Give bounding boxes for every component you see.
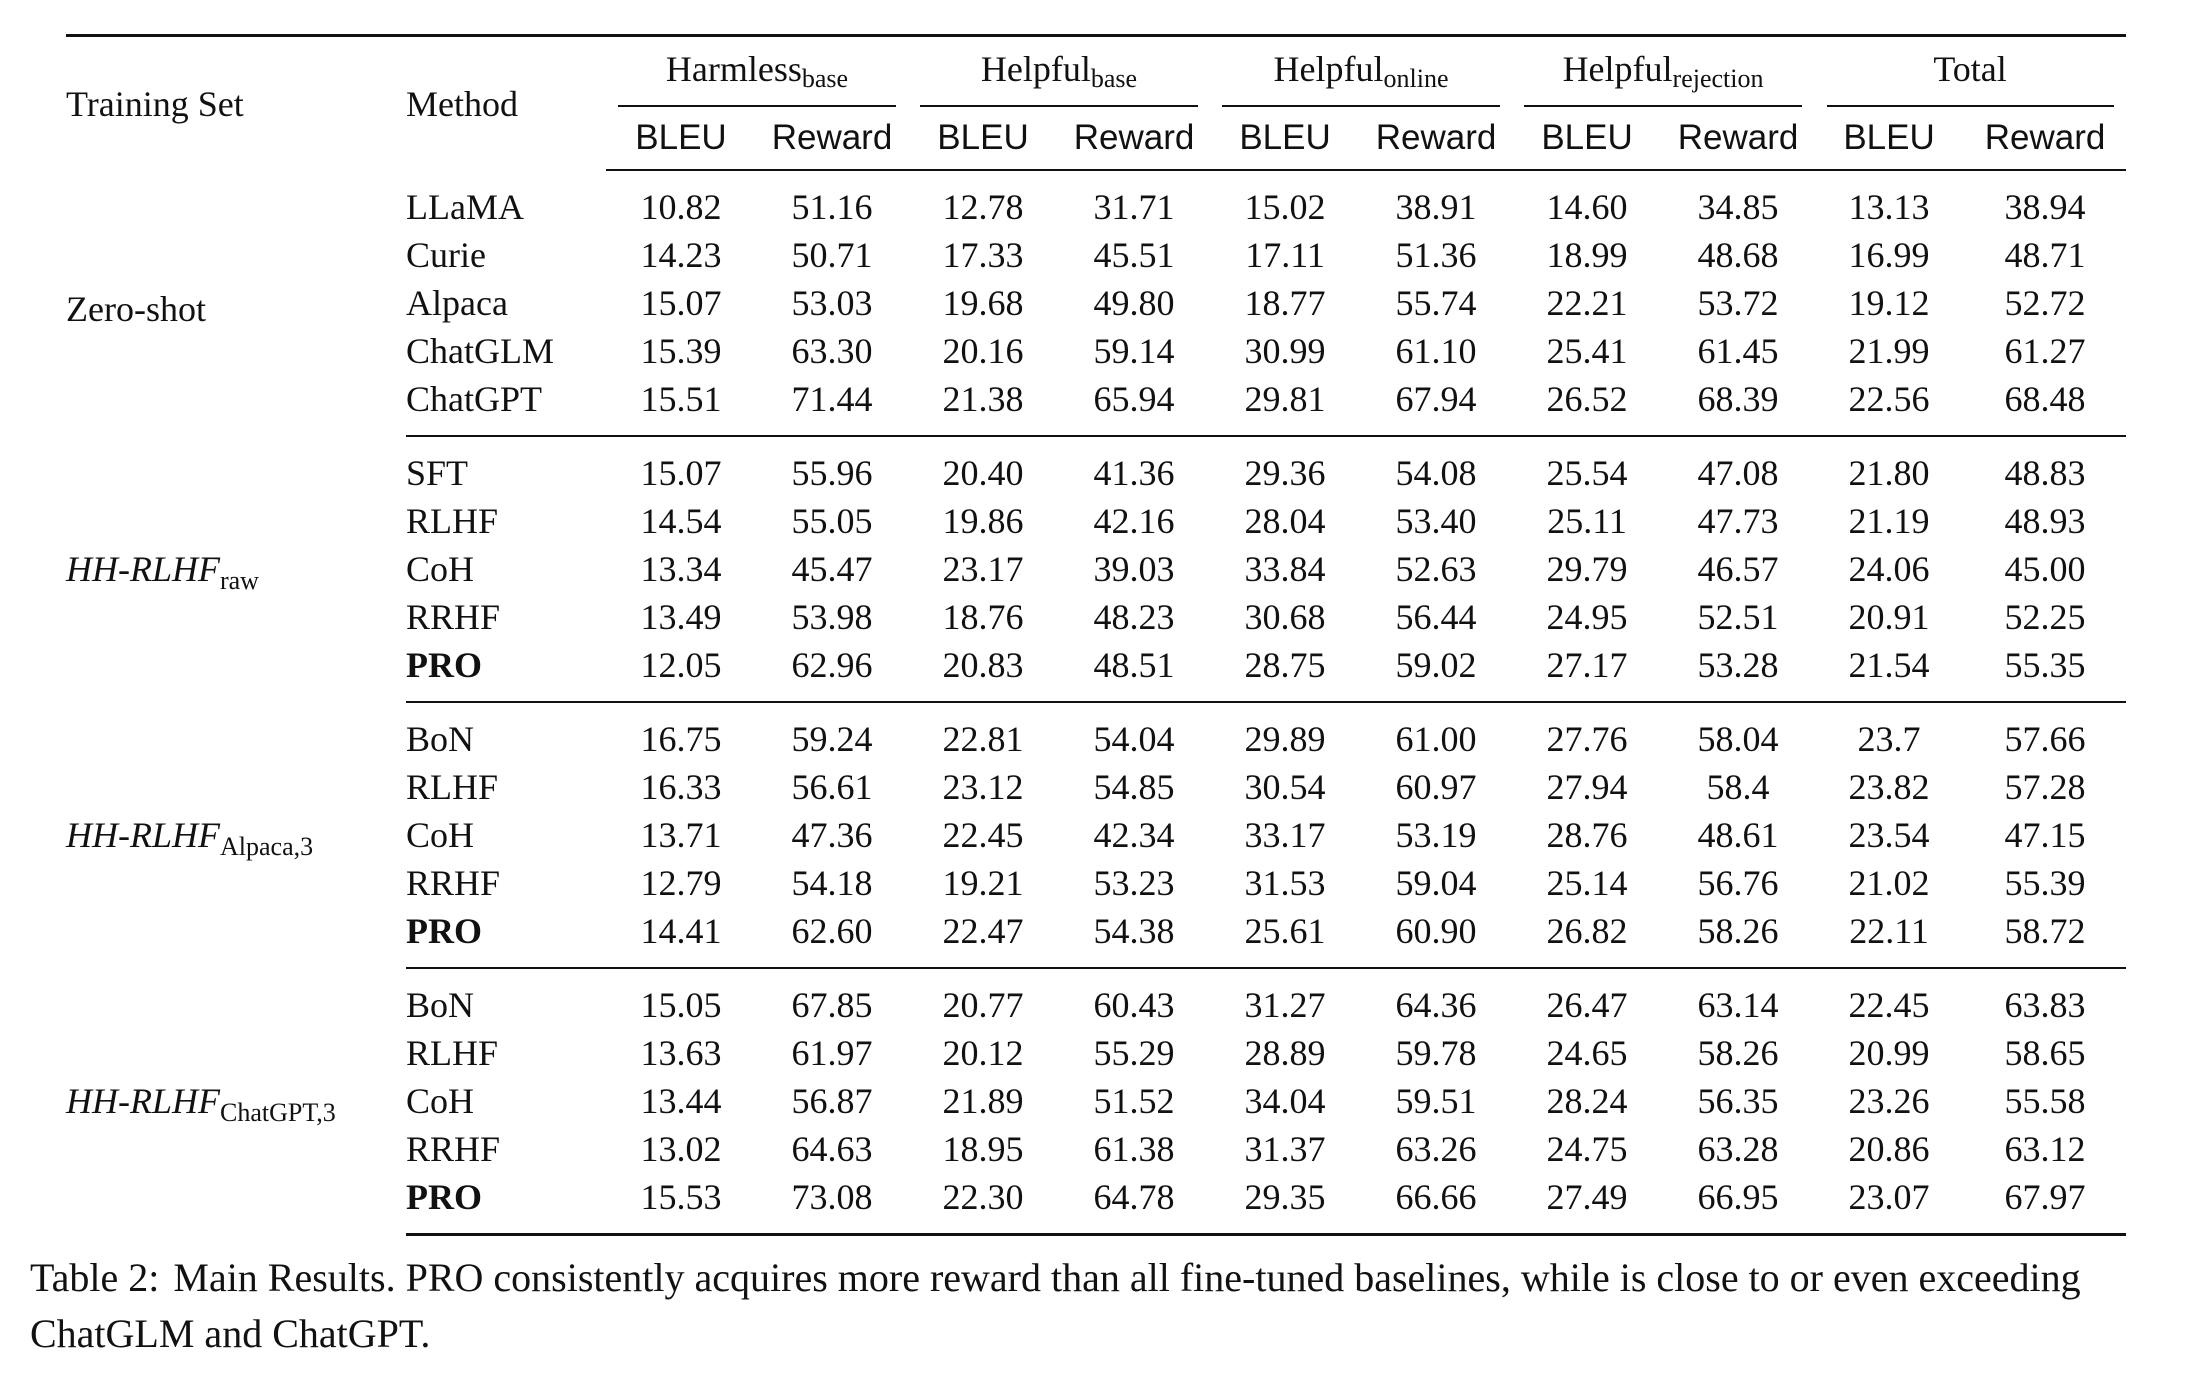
bleu-cell: 25.41 bbox=[1546, 331, 1628, 371]
reward-cell: 59.02 bbox=[1360, 641, 1512, 702]
bleu-cell: 20.99 bbox=[1848, 1033, 1930, 1073]
reward-cell: 73.08 bbox=[756, 1173, 908, 1235]
reward-cell: 71.44 bbox=[756, 375, 908, 436]
reward-cell: 55.35 bbox=[1964, 641, 2126, 702]
reward-cell: 48.83 bbox=[2004, 453, 2086, 493]
method-cell: RRHF bbox=[406, 1129, 501, 1169]
bleu-cell: 28.89 bbox=[1244, 1033, 1326, 1073]
reward-cell: 66.95 bbox=[1662, 1173, 1814, 1235]
table-body bbox=[66, 170, 2126, 1235]
bleu-cell: 13.13 bbox=[1848, 187, 1930, 227]
caption-label: Table 2: bbox=[30, 1255, 160, 1300]
reward-cell: 48.68 bbox=[1697, 235, 1779, 275]
reward-cell: 58.26 bbox=[1697, 1033, 1779, 1073]
method-cell: RRHF bbox=[406, 863, 501, 903]
header-metric-reward: Reward bbox=[1662, 107, 1814, 170]
reward-cell: 47.73 bbox=[1697, 501, 1779, 541]
bleu-cell: 15.07 bbox=[640, 453, 722, 493]
bleu-cell: 13.44 bbox=[640, 1081, 722, 1121]
reward-cell: 62.60 bbox=[756, 907, 908, 968]
header-group: Harmless$_{base}$ bbox=[606, 36, 908, 108]
bleu-cell: 19.21 bbox=[942, 863, 1024, 903]
training-set-cell bbox=[66, 702, 406, 968]
reward-cell: 52.51 bbox=[1697, 597, 1779, 637]
reward-cell: 47.36 bbox=[791, 815, 873, 855]
bleu-cell: 21.38 bbox=[908, 375, 1058, 436]
reward-cell: 59.04 bbox=[1395, 863, 1477, 903]
bleu-cell: 22.21 bbox=[1546, 283, 1628, 323]
reward-cell: 47.15 bbox=[2004, 815, 2086, 855]
reward-cell: 42.16 bbox=[1093, 501, 1175, 541]
bleu-cell: 22.81 bbox=[942, 719, 1024, 759]
header-metric-bleu: BLEU bbox=[1512, 107, 1662, 170]
reward-cell: 61.45 bbox=[1697, 331, 1779, 371]
reward-cell: 61.00 bbox=[1395, 719, 1477, 759]
bleu-cell: 22.11 bbox=[1814, 907, 1964, 968]
reward-cell: 58.65 bbox=[2004, 1033, 2086, 1073]
reward-cell: 63.28 bbox=[1697, 1129, 1779, 1169]
reward-cell: 68.48 bbox=[1964, 375, 2126, 436]
reward-cell: 47.08 bbox=[1697, 453, 1779, 493]
reward-cell: 54.08 bbox=[1395, 453, 1477, 493]
bleu-cell: 21.19 bbox=[1848, 501, 1930, 541]
reward-cell: 54.18 bbox=[791, 863, 873, 903]
header-metric-reward: Reward bbox=[756, 107, 908, 170]
bleu-cell: 28.75 bbox=[1210, 641, 1360, 702]
method-cell: LLaMA bbox=[406, 186, 524, 227]
bleu-cell: 19.86 bbox=[942, 501, 1024, 541]
bleu-cell: 23.7 bbox=[1857, 719, 1921, 759]
reward-cell: 51.16 bbox=[791, 187, 873, 227]
method-cell: Curie bbox=[406, 235, 486, 275]
reward-cell: 67.97 bbox=[1964, 1173, 2126, 1235]
reward-cell: 48.51 bbox=[1058, 641, 1210, 702]
reward-cell: 53.19 bbox=[1395, 815, 1477, 855]
training-set-name: HH-RLHF bbox=[66, 815, 220, 855]
reward-cell: 55.74 bbox=[1395, 283, 1477, 323]
bleu-cell: 13.34 bbox=[640, 549, 722, 589]
bleu-cell: 25.14 bbox=[1546, 863, 1628, 903]
reward-cell: 64.36 bbox=[1395, 985, 1477, 1025]
results-table-container bbox=[66, 34, 2126, 1236]
training-set-name: HH-RLHF bbox=[66, 1081, 220, 1122]
bleu-cell: 10.82 bbox=[640, 187, 722, 227]
bleu-cell: 22.45 bbox=[1848, 985, 1930, 1025]
reward-cell: 45.47 bbox=[791, 549, 873, 589]
reward-cell: 58.72 bbox=[1964, 907, 2126, 968]
bleu-cell: 18.95 bbox=[942, 1129, 1024, 1169]
bleu-cell: 19.12 bbox=[1848, 283, 1930, 323]
bleu-cell: 25.54 bbox=[1546, 453, 1628, 493]
table-caption bbox=[30, 1250, 2180, 1362]
reward-cell: 57.28 bbox=[2004, 767, 2086, 807]
bleu-cell: 20.12 bbox=[942, 1033, 1024, 1073]
reward-cell: 55.29 bbox=[1093, 1033, 1175, 1073]
bleu-cell: 20.86 bbox=[1848, 1129, 1930, 1169]
reward-cell: 59.14 bbox=[1093, 331, 1175, 371]
bleu-cell: 12.79 bbox=[640, 863, 722, 903]
reward-cell: 63.83 bbox=[2004, 985, 2086, 1025]
header-group: Helpful$_{rejection}$ bbox=[1512, 36, 1814, 108]
method-cell: CoH bbox=[406, 815, 475, 855]
header-group: Helpful$_{base}$ bbox=[908, 36, 1210, 108]
reward-cell: 55.58 bbox=[2004, 1081, 2086, 1121]
method-cell: PRO bbox=[406, 641, 606, 702]
bleu-cell: 15.07 bbox=[640, 283, 722, 323]
reward-cell: 56.76 bbox=[1697, 863, 1779, 903]
bleu-cell: 16.75 bbox=[640, 719, 722, 759]
bleu-cell: 15.51 bbox=[606, 375, 756, 436]
table-row bbox=[66, 170, 2126, 231]
reward-cell: 60.43 bbox=[1093, 985, 1175, 1025]
bleu-cell: 14.41 bbox=[606, 907, 756, 968]
bleu-cell: 13.02 bbox=[640, 1129, 722, 1169]
reward-cell: 50.71 bbox=[791, 235, 873, 275]
method-cell: BoN bbox=[406, 985, 475, 1025]
reward-cell: 61.27 bbox=[2004, 331, 2086, 371]
training-set-cell bbox=[66, 436, 406, 702]
bleu-cell: 21.54 bbox=[1814, 641, 1964, 702]
reward-cell: 45.00 bbox=[2004, 549, 2086, 589]
reward-cell: 58.04 bbox=[1697, 719, 1779, 759]
bleu-cell: 18.77 bbox=[1244, 283, 1326, 323]
reward-cell: 66.66 bbox=[1360, 1173, 1512, 1235]
bleu-cell: 12.05 bbox=[606, 641, 756, 702]
reward-cell: 53.98 bbox=[791, 597, 873, 637]
reward-cell: 53.03 bbox=[791, 283, 873, 323]
reward-cell: 52.63 bbox=[1395, 549, 1477, 589]
bleu-cell: 23.26 bbox=[1848, 1081, 1930, 1121]
training-set-name: HH-RLHF bbox=[66, 549, 220, 589]
reward-cell: 53.72 bbox=[1697, 283, 1779, 323]
bleu-cell: 29.36 bbox=[1244, 453, 1326, 493]
method-cell: SFT bbox=[406, 453, 469, 493]
bleu-cell: 15.02 bbox=[1244, 187, 1326, 227]
bleu-cell: 21.80 bbox=[1848, 453, 1930, 493]
bleu-cell: 20.83 bbox=[908, 641, 1058, 702]
reward-cell: 55.39 bbox=[2004, 863, 2086, 903]
bleu-cell: 27.17 bbox=[1512, 641, 1662, 702]
bleu-cell: 25.11 bbox=[1547, 501, 1627, 541]
bleu-cell: 15.05 bbox=[640, 985, 722, 1025]
reward-cell: 48.93 bbox=[2004, 501, 2086, 541]
reward-cell: 53.28 bbox=[1662, 641, 1814, 702]
reward-cell: 60.97 bbox=[1395, 767, 1477, 807]
reward-cell: 63.12 bbox=[2004, 1129, 2086, 1169]
training-set-subscript: raw bbox=[219, 566, 259, 595]
bleu-cell: 28.24 bbox=[1546, 1081, 1628, 1121]
bleu-cell: 13.71 bbox=[640, 815, 722, 855]
reward-cell: 63.26 bbox=[1395, 1129, 1477, 1169]
header-group: Total bbox=[1814, 36, 2126, 108]
reward-cell: 56.35 bbox=[1697, 1081, 1779, 1121]
reward-cell: 56.44 bbox=[1395, 597, 1477, 637]
bleu-cell: 12.78 bbox=[942, 187, 1024, 227]
bleu-cell: 31.27 bbox=[1244, 985, 1326, 1025]
reward-cell: 55.96 bbox=[791, 453, 873, 493]
header-metric-bleu: BLEU bbox=[1210, 107, 1360, 170]
training-set-cell bbox=[66, 968, 406, 1235]
method-cell: PRO bbox=[406, 1173, 606, 1235]
method-cell: RLHF bbox=[406, 767, 499, 807]
reward-cell: 61.10 bbox=[1395, 331, 1477, 371]
bleu-cell: 29.89 bbox=[1244, 719, 1326, 759]
reward-cell: 54.85 bbox=[1093, 767, 1175, 807]
bleu-cell: 23.54 bbox=[1848, 815, 1930, 855]
header-metric-bleu: BLEU bbox=[1814, 107, 1964, 170]
training-set-subscript: Alpaca,3 bbox=[219, 832, 314, 861]
bleu-cell: 30.54 bbox=[1244, 767, 1326, 807]
bleu-cell: 23.82 bbox=[1848, 767, 1930, 807]
method-cell: CoH bbox=[406, 549, 475, 589]
bleu-cell: 29.79 bbox=[1546, 549, 1628, 589]
bleu-cell: 24.75 bbox=[1546, 1129, 1628, 1169]
bleu-cell: 18.99 bbox=[1546, 235, 1628, 275]
bleu-cell: 26.47 bbox=[1546, 985, 1628, 1025]
header-metric-bleu: BLEU bbox=[908, 107, 1058, 170]
bleu-cell: 23.17 bbox=[942, 549, 1024, 589]
header-metric-reward: Reward bbox=[1360, 107, 1512, 170]
method-cell: RRHF bbox=[406, 597, 501, 637]
reward-cell: 58.4 bbox=[1706, 767, 1770, 807]
reward-cell: 48.23 bbox=[1093, 597, 1175, 637]
training-set-cell bbox=[66, 170, 406, 436]
reward-cell: 65.94 bbox=[1058, 375, 1210, 436]
method-cell: CoH bbox=[406, 1081, 475, 1121]
method-cell: ChatGPT bbox=[406, 375, 606, 436]
reward-cell: 64.78 bbox=[1058, 1173, 1210, 1235]
bleu-cell: 15.53 bbox=[606, 1173, 756, 1235]
reward-cell: 53.23 bbox=[1093, 863, 1175, 903]
reward-cell: 61.97 bbox=[791, 1033, 873, 1073]
reward-cell: 56.87 bbox=[791, 1081, 873, 1121]
reward-cell: 57.66 bbox=[2004, 719, 2086, 759]
bleu-cell: 21.89 bbox=[942, 1081, 1024, 1121]
bleu-cell: 22.45 bbox=[942, 815, 1024, 855]
bleu-cell: 24.65 bbox=[1546, 1033, 1628, 1073]
bleu-cell: 26.52 bbox=[1512, 375, 1662, 436]
reward-cell: 38.94 bbox=[2004, 187, 2086, 227]
bleu-cell: 16.33 bbox=[640, 767, 722, 807]
reward-cell: 63.14 bbox=[1697, 985, 1779, 1025]
bleu-cell: 29.81 bbox=[1210, 375, 1360, 436]
bleu-cell: 17.11 bbox=[1245, 235, 1325, 275]
header-metric-reward: Reward bbox=[1964, 107, 2126, 170]
header-metric-bleu: BLEU bbox=[606, 107, 756, 170]
bleu-cell: 34.04 bbox=[1244, 1081, 1326, 1121]
bleu-cell: 23.07 bbox=[1814, 1173, 1964, 1235]
bleu-cell: 20.91 bbox=[1848, 597, 1930, 637]
reward-cell: 67.85 bbox=[791, 985, 873, 1025]
reward-cell: 51.52 bbox=[1093, 1081, 1175, 1121]
bleu-cell: 25.61 bbox=[1210, 907, 1360, 968]
reward-cell: 38.91 bbox=[1395, 187, 1477, 227]
bleu-cell: 30.99 bbox=[1244, 331, 1326, 371]
reward-cell: 56.61 bbox=[791, 767, 873, 807]
bleu-cell: 24.06 bbox=[1848, 549, 1930, 589]
results-table bbox=[66, 34, 2126, 1236]
reward-cell: 49.80 bbox=[1093, 283, 1175, 323]
bleu-cell: 28.76 bbox=[1546, 815, 1628, 855]
bleu-cell: 18.76 bbox=[942, 597, 1024, 637]
bleu-cell: 20.77 bbox=[942, 985, 1024, 1025]
bleu-cell: 13.49 bbox=[640, 597, 722, 637]
bleu-cell: 31.53 bbox=[1244, 863, 1326, 903]
reward-cell: 64.63 bbox=[791, 1129, 873, 1169]
training-set-subscript: ChatGPT,3 bbox=[219, 1098, 336, 1128]
reward-cell: 54.38 bbox=[1058, 907, 1210, 968]
bleu-cell: 14.23 bbox=[640, 235, 722, 275]
reward-cell: 58.26 bbox=[1662, 907, 1814, 968]
reward-cell: 59.51 bbox=[1395, 1081, 1477, 1121]
reward-cell: 41.36 bbox=[1093, 453, 1175, 493]
training-set-name: Zero-shot bbox=[66, 289, 206, 329]
bleu-cell: 14.60 bbox=[1546, 187, 1628, 227]
reward-cell: 60.90 bbox=[1360, 907, 1512, 968]
bleu-cell: 28.04 bbox=[1244, 501, 1326, 541]
reward-cell: 48.61 bbox=[1697, 815, 1779, 855]
reward-cell: 39.03 bbox=[1093, 549, 1175, 589]
bleu-cell: 13.63 bbox=[640, 1033, 722, 1073]
method-cell: ChatGLM bbox=[406, 331, 554, 371]
table-row bbox=[66, 436, 2126, 497]
header-method: Method bbox=[406, 36, 606, 171]
bleu-cell: 17.33 bbox=[942, 235, 1024, 275]
reward-cell: 34.85 bbox=[1697, 187, 1779, 227]
reward-cell: 55.05 bbox=[791, 501, 873, 541]
reward-cell: 46.57 bbox=[1697, 549, 1779, 589]
bleu-cell: 30.68 bbox=[1244, 597, 1326, 637]
reward-cell: 42.34 bbox=[1093, 815, 1175, 855]
method-cell: PRO bbox=[406, 907, 606, 968]
method-cell: Alpaca bbox=[406, 283, 508, 323]
bleu-cell: 14.54 bbox=[640, 501, 722, 541]
method-cell: RLHF bbox=[406, 501, 499, 541]
bleu-cell: 33.84 bbox=[1244, 549, 1326, 589]
reward-cell: 62.96 bbox=[756, 641, 908, 702]
bleu-cell: 19.68 bbox=[942, 283, 1024, 323]
bleu-cell: 22.30 bbox=[908, 1173, 1058, 1235]
reward-cell: 59.78 bbox=[1395, 1033, 1477, 1073]
reward-cell: 52.25 bbox=[2004, 597, 2086, 637]
reward-cell: 45.51 bbox=[1093, 235, 1175, 275]
reward-cell: 68.39 bbox=[1662, 375, 1814, 436]
reward-cell: 53.40 bbox=[1395, 501, 1477, 541]
header-group: Helpful$_{online}$ bbox=[1210, 36, 1512, 108]
bleu-cell: 16.99 bbox=[1848, 235, 1930, 275]
reward-cell: 54.04 bbox=[1093, 719, 1175, 759]
bleu-cell: 21.02 bbox=[1848, 863, 1930, 903]
table-row bbox=[66, 968, 2126, 1029]
method-cell: BoN bbox=[406, 719, 475, 759]
bleu-cell: 31.37 bbox=[1244, 1129, 1326, 1169]
bleu-cell: 21.99 bbox=[1848, 331, 1930, 371]
bleu-cell: 24.95 bbox=[1546, 597, 1628, 637]
bleu-cell: 22.56 bbox=[1814, 375, 1964, 436]
bleu-cell: 27.76 bbox=[1546, 719, 1628, 759]
bleu-cell: 15.39 bbox=[640, 331, 722, 371]
bleu-cell: 29.35 bbox=[1210, 1173, 1360, 1235]
reward-cell: 51.36 bbox=[1395, 235, 1477, 275]
reward-cell: 52.72 bbox=[2004, 283, 2086, 323]
reward-cell: 67.94 bbox=[1360, 375, 1512, 436]
header-metric-reward: Reward bbox=[1058, 107, 1210, 170]
header-training-set: Training Set bbox=[66, 36, 406, 171]
table-header bbox=[66, 36, 2126, 171]
caption-text: Main Results. PRO consistently acquires more reward than all fine-tuned baselines, while is close to or even exceeding ChatGLM and ChatGPT. bbox=[30, 1255, 2081, 1356]
reward-cell: 63.30 bbox=[791, 331, 873, 371]
bleu-cell: 23.12 bbox=[942, 767, 1024, 807]
bleu-cell: 20.40 bbox=[942, 453, 1024, 493]
bleu-cell: 33.17 bbox=[1244, 815, 1326, 855]
method-cell: RLHF bbox=[406, 1033, 499, 1073]
reward-cell: 61.38 bbox=[1093, 1129, 1175, 1169]
reward-cell: 59.24 bbox=[791, 719, 873, 759]
bleu-cell: 20.16 bbox=[942, 331, 1024, 371]
bleu-cell: 22.47 bbox=[908, 907, 1058, 968]
bleu-cell: 27.49 bbox=[1512, 1173, 1662, 1235]
bleu-cell: 27.94 bbox=[1546, 767, 1628, 807]
table-row bbox=[66, 702, 2126, 763]
reward-cell: 31.71 bbox=[1093, 187, 1175, 227]
reward-cell: 48.71 bbox=[2004, 235, 2086, 275]
bleu-cell: 26.82 bbox=[1512, 907, 1662, 968]
